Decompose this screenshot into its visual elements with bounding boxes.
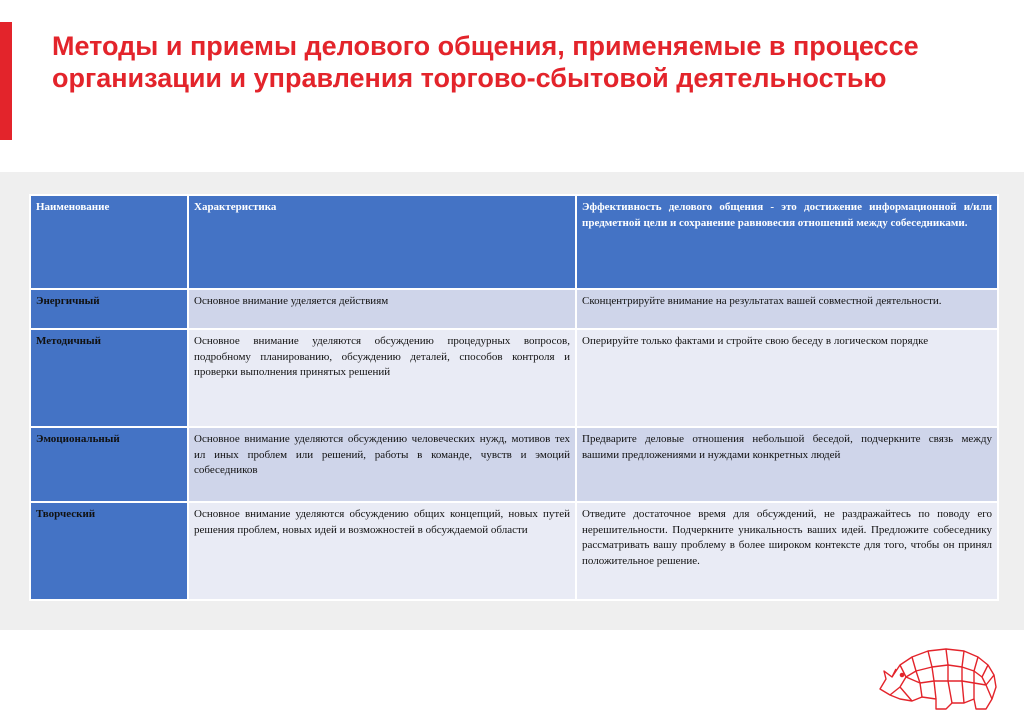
cell-recommendation: Предварите деловые отношения небольшой беседой, подчеркните связь между вашими предложениями и нуждами конкретных людей: [576, 427, 998, 502]
cell-name: Методичный: [30, 329, 188, 427]
cell-characteristic: Основное внимание уделяются обсуждению человеческих нужд, мотивов тех ил иных проблем или решений, работы в команде, чувств и эмоций собеседников: [188, 427, 576, 502]
header-characteristic: Характеристика: [188, 195, 576, 289]
cell-recommendation: Оперируйте только фактами и стройте свою беседу в логическом порядке: [576, 329, 998, 427]
table-row: [30, 289, 998, 329]
table-row: [30, 329, 998, 427]
accent-bar: [0, 22, 12, 140]
cell-name: Эмоциональный: [30, 427, 188, 502]
rhino-logo-icon: [876, 643, 1006, 713]
header-name: Наименование: [30, 195, 188, 289]
table-container: [29, 194, 997, 601]
cell-name: Энергичный: [30, 289, 188, 329]
communication-methods-table: [29, 194, 999, 601]
table-row: [30, 502, 998, 600]
cell-name: Творческий: [30, 502, 188, 600]
cell-recommendation: Сконцентрируйте внимание на результатах вашей совместной деятельности.: [576, 289, 998, 329]
cell-recommendation: Отведите достаточное время для обсуждений, не раздражайтесь по поводу его нерешительности. Подчеркните уникальность ваших идей. Предложите собеседнику рассматривать вашу проблему в более широком контексте для того, чтобы он принял положительное решение.: [576, 502, 998, 600]
cell-characteristic: Основное внимание уделяются обсуждению процедурных вопросов, подробному планированию, обсуждению деталей, способов контроля и проверки выполнения принятых решений: [188, 329, 576, 427]
page-title: Методы и приемы делового общения, применяемые в процессе организации и управления торгово-сбытовой деятельностью: [52, 31, 919, 93]
header-effectiveness: Эффективность делового общения - это достижение информационной и/или предметной цели и сохранение равновесия отношений между собеседниками.: [576, 195, 998, 289]
cell-characteristic: Основное внимание уделяются обсуждению общих концепций, новых путей решения проблем, новых идей и возможностей в обсуждаемой области: [188, 502, 576, 600]
table-row: [30, 427, 998, 502]
cell-characteristic: Основное внимание уделяется действиям: [188, 289, 576, 329]
table-header-row: [30, 195, 998, 289]
